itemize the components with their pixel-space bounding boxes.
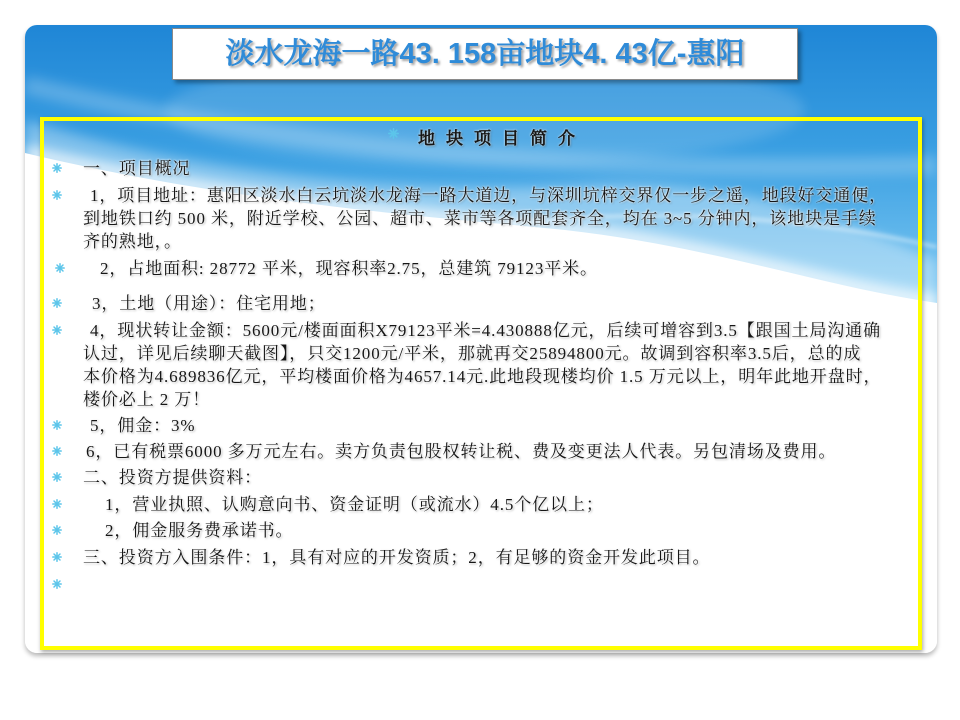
paragraph-line: 4，现状转让金额：5600元/楼面面积X79123平米=4.430888亿元，后续可增容到3.5【跟国土局沟通确 [90,320,881,340]
asterisk-bullet-icon [52,472,62,482]
slide-title: 淡水龙海一路43. 158亩地块4. 43亿-惠阳 [225,38,745,70]
paragraph-line: 一、项目概况 [83,158,191,178]
paragraph-line: 三、投资方入围条件：1，具有对应的开发资质；2，有足够的资金开发此项目。 [83,547,711,567]
asterisk-bullet-icon [52,190,62,200]
asterisk-bullet-icon [52,579,62,589]
paragraph-line: 到地铁口约 500 米，附近学校、公园、超市、菜市等各项配套齐全，均在 3~5 分钟内，该地块是手续 [83,208,877,228]
asterisk-bullet-icon [52,163,62,173]
item-tax-receipts [44,440,918,463]
item-business-license [44,493,918,516]
item-transfer-amount [44,319,918,411]
asterisk-bullet-icon [52,525,62,535]
paragraph-line: 3，土地（用途）：住宅用地； [92,293,326,313]
paragraph-line: 齐的熟地，。 [83,231,182,251]
asterisk-bullet-icon [52,446,62,456]
paragraph-line: 1，项目地址：惠阳区淡水白云坑淡水龙海一路大道边，与深圳坑梓交界仅一步之遥，地段好交通便， [90,185,887,205]
asterisk-bullet-icon [52,420,62,430]
item-land-use [44,292,918,315]
paragraph-line: 楼价必上 2 万！ [83,389,211,409]
section-project-overview [44,157,918,180]
asterisk-bullet-icon [52,499,62,509]
content-frame [40,117,922,650]
asterisk-bullet-icon [52,325,62,335]
paragraph-line: 认过，详见后续聊天截图】，只交1200元/平米，那就再交25894800元。故调到容积率3.5后，总的成 [83,343,862,363]
paragraph-line: 1，营业执照、认购意向书、资金证明（或流水）4.5个亿以上； [105,494,604,514]
asterisk-bullet-icon [388,128,399,139]
paragraph-line: 5，佣金：3% [90,415,196,435]
paragraph-line: 二、投资方提供资料： [83,467,262,487]
paragraph-line: 本价格为4.689836亿元，平均楼面价格为4657.14元.此地段现楼均价 1.5 万元以上，明年此地开盘时， [83,366,882,386]
asterisk-bullet-icon [55,263,65,273]
paragraph-line: 6，已有税票6000 多万元左右。卖方负责包股权转让税、费及变更法人代表。另包清场及费用。 [86,441,837,461]
item-commission [44,414,918,437]
paragraph-line: 2，佣金服务费承诺书。 [105,520,294,540]
asterisk-bullet-icon [52,552,62,562]
item-project-address [44,184,918,253]
asterisk-bullet-icon [52,298,62,308]
title-box [172,28,798,80]
section-investor-materials [44,466,918,489]
paragraph-line: 2，占地面积: 28772 平米，现容积率2.75，总建筑 79123平米。 [100,258,598,278]
item-commission-commitment [44,519,918,542]
section-heading: 地块项目简介 [418,128,586,148]
item-land-area [44,257,918,280]
section-investor-conditions [44,546,918,569]
